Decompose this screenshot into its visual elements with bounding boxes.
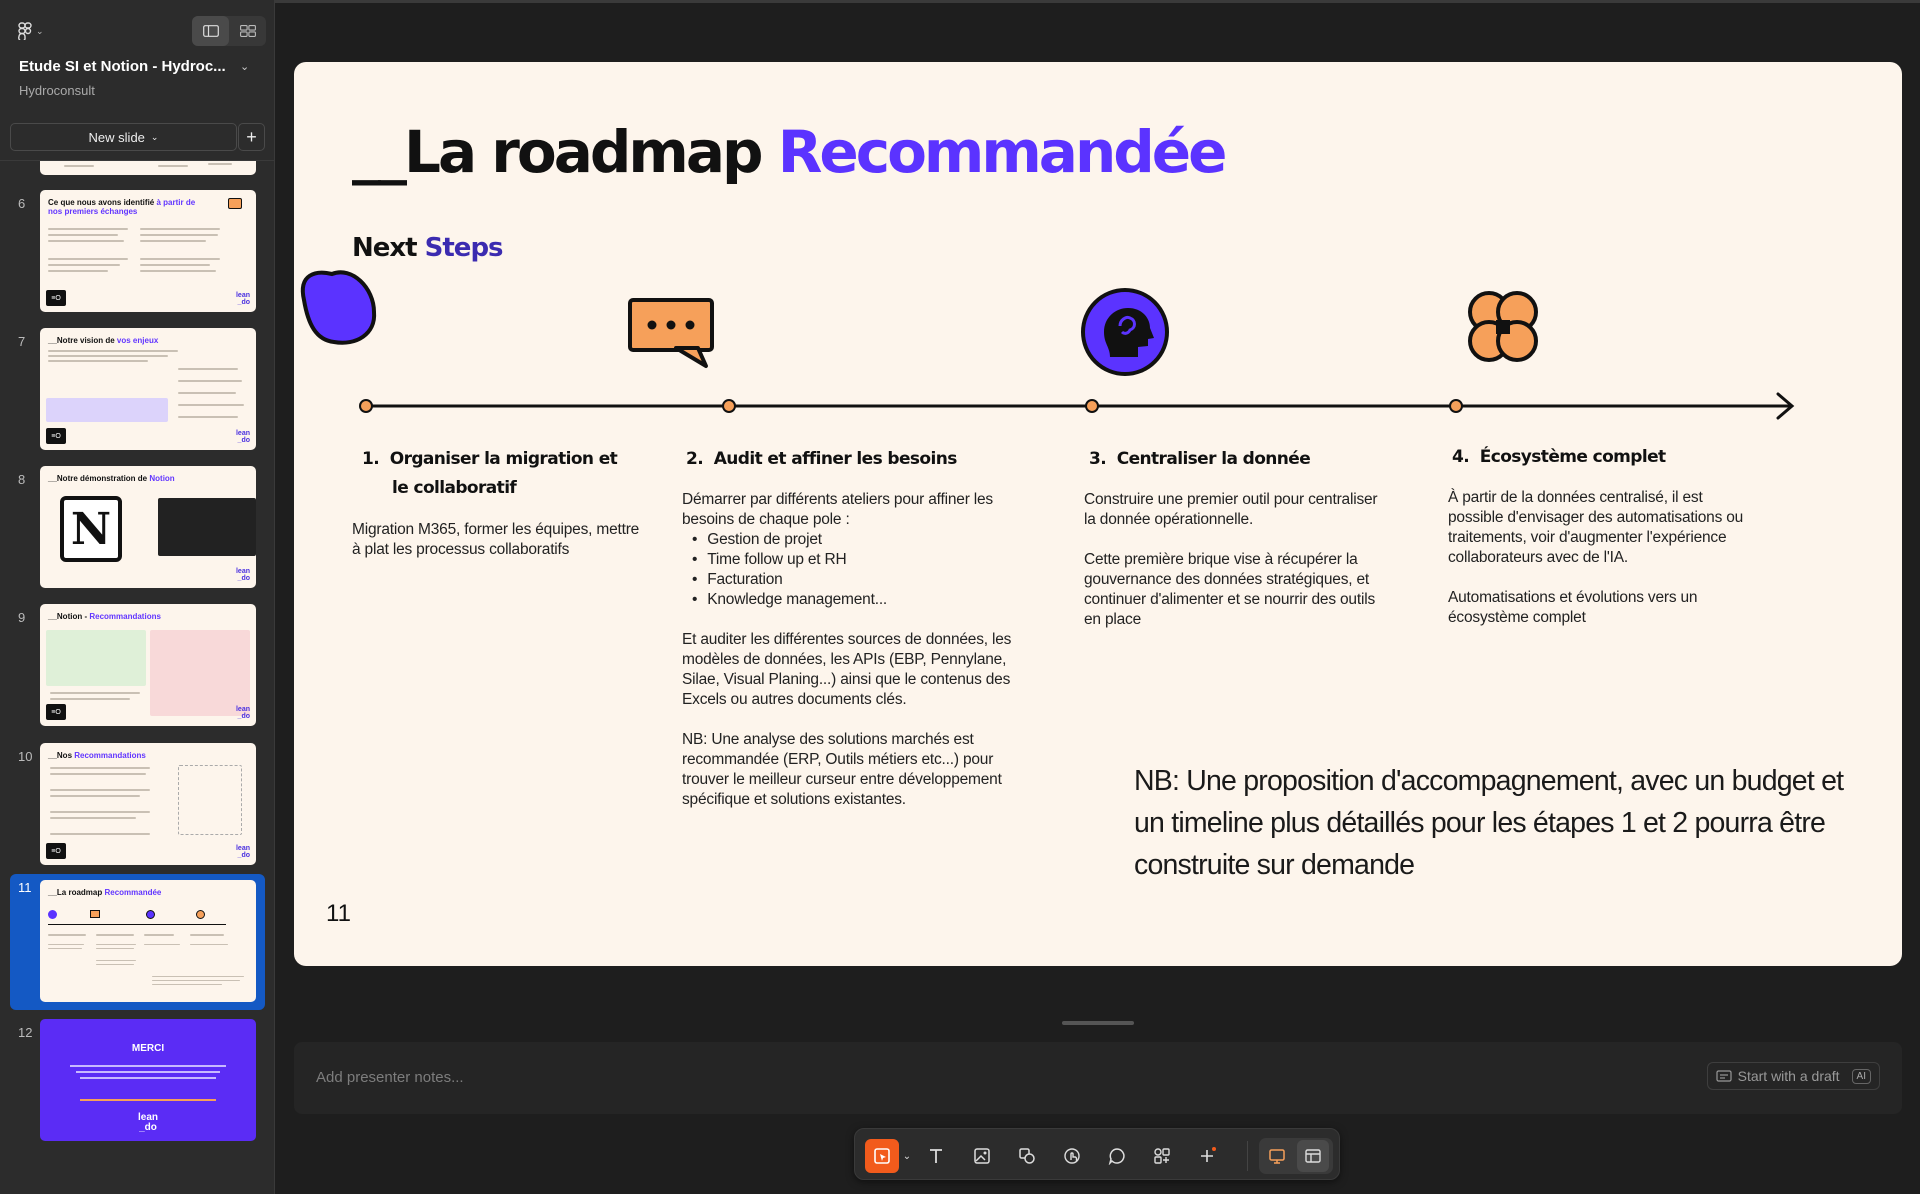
brand-logo: lean _do	[235, 706, 250, 720]
brand-logo: lean _do	[235, 292, 250, 306]
step-1-title[interactable]	[362, 445, 617, 503]
slide-number: 12	[18, 1025, 33, 1040]
plus-icon: +	[246, 126, 257, 147]
frame-select-icon	[873, 1147, 891, 1165]
step-3-title[interactable]: 3. Centraliser la donnée	[1089, 449, 1311, 469]
flower-grid-icon	[1470, 293, 1536, 360]
list-item: • Gestion de projet	[692, 530, 1022, 550]
view-toggle	[192, 16, 266, 46]
step-2-bullet-list	[692, 530, 1022, 610]
present-view-button[interactable]	[1261, 1140, 1293, 1172]
step-1-title-line1: 1. Organiser la migration et	[362, 449, 618, 469]
shapes-tool-button[interactable]	[1010, 1139, 1044, 1173]
list-item: • Facturation	[692, 570, 1022, 590]
slide-thumbnail-10[interactable]	[0, 743, 275, 873]
slide-page-number: 11	[326, 900, 351, 927]
add-tool-button[interactable]	[1190, 1139, 1224, 1173]
blob-icon	[303, 272, 374, 342]
chat-bubble-icon	[630, 300, 712, 366]
shapes-icon	[1018, 1147, 1036, 1165]
step-4-para2: Automatisations et évolutions vers un écosystème complet	[1448, 589, 1698, 626]
step-4-body[interactable]	[1448, 488, 1748, 648]
document-title[interactable]: Etude SI et Notion - Hydroc...	[19, 58, 226, 75]
slide-canvas[interactable]	[294, 62, 1902, 966]
code-icon	[228, 198, 242, 209]
sidebar-view-button[interactable]	[192, 16, 229, 46]
list-item: • Knowledge management...	[692, 590, 1022, 610]
step-2-body[interactable]	[682, 490, 1022, 830]
components-tool-button[interactable]	[1145, 1139, 1179, 1173]
notes-resize-handle[interactable]	[1062, 1021, 1134, 1025]
figma-menu-button[interactable]	[18, 20, 54, 42]
thumb-title: MERCI	[131, 1043, 165, 1054]
step-1-title-line2: le collaboratif	[392, 478, 517, 498]
grid-view-button[interactable]	[1297, 1140, 1329, 1172]
logo-badge: ≡O	[46, 428, 66, 444]
timeline-dot-1	[360, 400, 372, 412]
add-slide-button[interactable]	[238, 123, 265, 151]
thumbnail-preview	[40, 1019, 256, 1141]
chevron-down-icon: ⌄	[150, 131, 159, 142]
thumb-title-accent: Recommandations	[89, 612, 161, 621]
slide-thumbnail-6[interactable]	[0, 190, 275, 320]
thumbnail-preview	[40, 743, 256, 865]
ai-badge: AI	[1852, 1069, 1871, 1084]
timeline-dot-2	[723, 400, 735, 412]
thumbnail-preview	[40, 190, 256, 312]
slide-title-plain: __La roadmap	[352, 118, 761, 186]
grid-icon	[240, 25, 256, 37]
brand-logo: lean _do	[235, 430, 250, 444]
logo-badge: ≡O	[46, 843, 66, 859]
new-slide-button[interactable]	[10, 123, 237, 151]
logo-badge: ≡O	[46, 290, 66, 306]
sidebar-header	[0, 0, 275, 160]
slide-title-accent: Recommandée	[777, 118, 1225, 186]
step-2-title[interactable]: 2. Audit et affiner les besoins	[686, 449, 957, 469]
slide-number: 8	[18, 472, 26, 487]
presenter-notes-input[interactable]: Add presenter notes...	[316, 1069, 464, 1086]
thumbnail-preview	[40, 161, 256, 175]
toolbar-divider	[1247, 1141, 1248, 1171]
slide-thumbnail-7[interactable]	[0, 328, 275, 458]
logo-badge: ≡O	[46, 704, 66, 720]
image-tool-button[interactable]	[965, 1139, 999, 1173]
timeline-graphic	[294, 62, 1902, 482]
thumb-title-accent: vos enjeux	[116, 336, 159, 345]
slide-thumbnail-8[interactable]	[0, 466, 275, 596]
slide-number: 11	[18, 880, 32, 895]
chevron-down-icon: ⌄	[36, 25, 44, 36]
grid-view-button[interactable]	[229, 16, 266, 46]
timeline-dot-3	[1086, 400, 1098, 412]
notion-logo-icon: N	[60, 496, 122, 562]
sidebar-panel-icon	[203, 25, 219, 37]
slide-number: 9	[18, 610, 26, 625]
sidebar	[0, 0, 275, 1194]
touch-icon	[1063, 1147, 1081, 1165]
thumb-title: __Notion -	[48, 612, 90, 621]
thumbnail-preview	[40, 880, 256, 1002]
draft-label: Start with a draft	[1737, 1068, 1840, 1084]
thumbnail-preview	[40, 604, 256, 726]
step-3-body[interactable]	[1084, 490, 1389, 650]
slide-thumbnail-9[interactable]	[0, 604, 275, 734]
bottom-toolbar	[854, 1128, 1340, 1180]
list-item: • Time follow up et RH	[692, 550, 1022, 570]
comment-tool-button[interactable]	[1100, 1139, 1134, 1173]
interaction-tool-button[interactable]	[1055, 1139, 1089, 1173]
draft-icon	[1716, 1069, 1732, 1083]
thumb-title: Ce que nous avons identifié	[48, 198, 157, 207]
thumb-title-accent: Recommandations	[74, 751, 146, 760]
layout-grid-icon	[1304, 1147, 1322, 1165]
step-3-para1: Construire une premier outil pour centraliser la donnée opérationnelle.	[1084, 491, 1378, 528]
chevron-down-icon[interactable]: ⌄	[240, 61, 250, 73]
thumbnail-preview	[40, 466, 256, 588]
chevron-down-icon[interactable]: ⌄	[902, 1150, 912, 1162]
step-2-intro: Démarrer par différents ateliers pour affiner les besoins de chaque pole :	[682, 491, 993, 528]
screenshot-preview	[158, 498, 256, 556]
head-profile-icon	[1083, 290, 1167, 374]
thumb-title-accent: Notion	[149, 474, 175, 483]
presentation-icon	[1268, 1147, 1286, 1165]
step-1-body[interactable]: Migration M365, former les équipes, mettre à plat les processus collaboratifs	[352, 521, 640, 558]
thumb-title: __Nos	[48, 751, 75, 760]
image-icon	[973, 1147, 991, 1165]
subtitle-plain: Next	[352, 233, 417, 263]
brand-logo: lean _do	[235, 845, 250, 859]
thumb-title: __La roadmap	[48, 888, 105, 897]
brand-logo: lean _do	[137, 1112, 158, 1133]
subtitle-accent: Steps	[424, 233, 503, 263]
thumb-title: __Notre vision de	[48, 336, 117, 345]
text-tool-button[interactable]	[919, 1139, 953, 1173]
step-4-para1: À partir de la données centralisé, il est possible d'envisager des automatisations ou traitements, voir d'augmenter l'expérience collaborateurs avec de l'IA.	[1448, 489, 1744, 566]
start-with-draft-button[interactable]	[1707, 1062, 1880, 1090]
thumbnail-preview	[40, 328, 256, 450]
thumb-title-accent: Recommandée	[104, 888, 162, 897]
document-subtitle: Hydroconsult	[19, 83, 95, 98]
slide-thumbnail-11[interactable]	[10, 874, 265, 1010]
text-icon	[927, 1147, 945, 1165]
components-icon	[1153, 1147, 1171, 1165]
slide-number: 7	[18, 334, 26, 349]
step-2-para3: NB: Une analyse des solutions marchés est recommandée (ERP, Outils métiers etc...) pour trouver le meilleur curseur entre développement spécifique et solutions existantes.	[682, 731, 1002, 808]
slide-thumbnail-5[interactable]	[0, 161, 275, 183]
plus-icon	[1198, 1147, 1216, 1165]
comment-icon	[1108, 1147, 1126, 1165]
nb-note[interactable]: NB: Une proposition d'accompagnement, avec un budget et un timeline plus détaillés pour les étapes 1 et 2 pourra être construite sur demande	[1134, 765, 1844, 881]
slide-number: 6	[18, 196, 26, 211]
presenter-notes-panel[interactable]	[294, 1042, 1902, 1114]
slide-number: 10	[18, 749, 33, 764]
select-tool-button[interactable]	[865, 1139, 899, 1173]
figma-logo-icon	[18, 22, 32, 40]
step-3-para2: Cette première brique vise à récupérer la gouvernance des données stratégiques, et continuer d'alimenter et se nourrir des outils en place	[1084, 551, 1375, 628]
brand-logo: lean _do	[235, 568, 250, 582]
step-4-title[interactable]: 4. Écosystème complet	[1452, 447, 1666, 467]
slide-thumbnail-list	[0, 161, 275, 1194]
new-slide-label: New slide	[88, 129, 145, 145]
top-border	[275, 0, 1920, 3]
step-2-para2: Et auditer les différentes sources de données, les modèles de données, les APIs (EBP, Pennylane, Silae, Visual Planing...) ainsi que le contenus des Excels ou autres documents clés.	[682, 631, 1012, 708]
timeline-dot-4	[1450, 400, 1462, 412]
slide-thumbnail-12[interactable]	[0, 1019, 275, 1149]
thumb-title: __Notre démonstration de	[48, 474, 150, 483]
thumb-title-accent: à partir de nos premiers échanges	[48, 198, 196, 216]
